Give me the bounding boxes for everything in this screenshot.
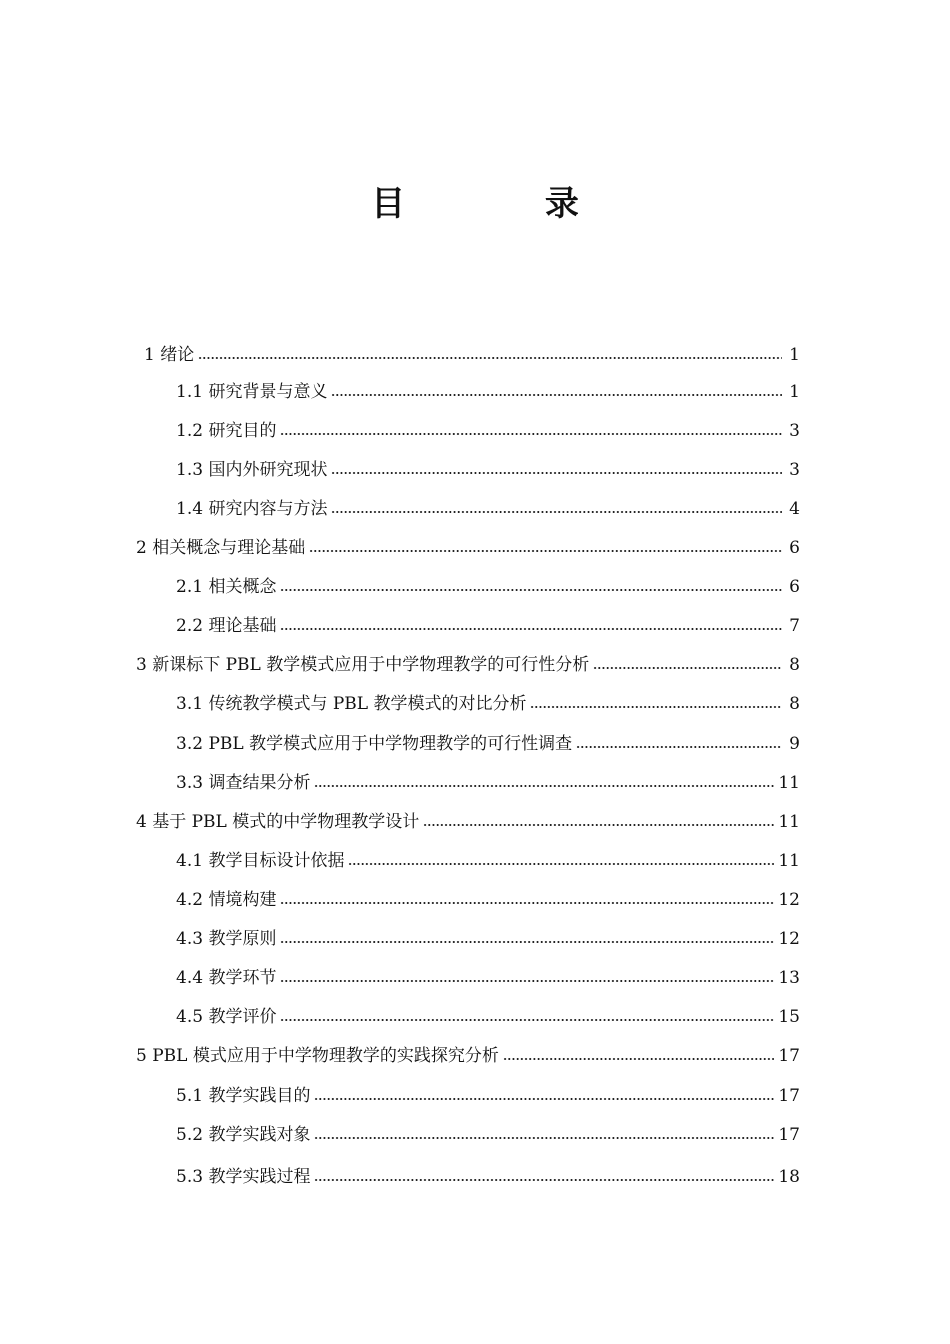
toc-dot-leader [280, 431, 782, 437]
toc-entry-page: 15 [778, 1007, 800, 1027]
toc-entry[interactable] [176, 455, 800, 481]
toc-entry-label: 3.3 调查结果分析 [176, 773, 311, 793]
toc-entry-page: 8 [789, 655, 800, 675]
toc-entry[interactable] [136, 533, 800, 559]
toc-entry[interactable] [176, 1081, 800, 1107]
toc-entry-label: 2.2 理论基础 [176, 616, 277, 636]
toc-dot-leader [280, 939, 774, 945]
toc-entry-page: 11 [778, 851, 800, 871]
toc-entry-label: 3 新课标下 PBL 教学模式应用于中学物理教学的可行性分析 [136, 655, 590, 675]
toc-dot-leader [314, 1135, 774, 1141]
toc-entry-page: 3 [789, 421, 800, 441]
toc-entry[interactable] [176, 924, 800, 950]
toc-entry-page: 12 [778, 929, 800, 949]
toc-entry-label: 4.3 教学原则 [176, 929, 277, 949]
toc-entry[interactable] [176, 494, 800, 520]
toc-entry-label: 1.3 国内外研究现状 [176, 460, 328, 480]
toc-entry[interactable] [176, 377, 800, 403]
toc-entry-label: 2.1 相关概念 [176, 577, 277, 597]
toc-entry-page: 6 [789, 538, 800, 558]
toc-dot-leader [280, 587, 782, 593]
toc-entry[interactable] [176, 846, 800, 872]
toc-entry-page: 12 [778, 890, 800, 910]
toc-entry-label: 5.3 教学实践过程 [176, 1167, 311, 1187]
toc-entry-label: 4.2 情境构建 [176, 890, 277, 910]
toc-entry[interactable] [136, 650, 800, 676]
toc-entry-label: 5.1 教学实践目的 [176, 1086, 311, 1106]
toc-entry-page: 1 [789, 345, 800, 365]
toc-entry-label: 3.2 PBL 教学模式应用于中学物理教学的可行性调查 [176, 734, 573, 754]
toc-entry-label: 2 相关概念与理论基础 [136, 538, 306, 558]
toc-dot-leader [314, 783, 774, 789]
toc-entry[interactable] [176, 416, 800, 442]
toc-entry-page: 4 [789, 499, 800, 519]
toc-entry-label: 5 PBL 模式应用于中学物理教学的实践探究分析 [136, 1046, 499, 1066]
toc-dot-leader [423, 822, 774, 828]
toc-entry-page: 13 [778, 968, 800, 988]
toc-dot-leader [280, 900, 774, 906]
toc-dot-leader [503, 1056, 775, 1062]
toc-entry[interactable] [176, 611, 800, 637]
toc-entry-label: 4 基于 PBL 模式的中学物理教学设计 [136, 812, 420, 832]
toc-dot-leader [280, 626, 782, 632]
toc-dot-leader [331, 509, 782, 515]
toc-entry-label: 1.4 研究内容与方法 [176, 499, 328, 519]
toc-dot-leader [530, 704, 782, 710]
toc-entry-page: 11 [778, 812, 800, 832]
toc-entry[interactable] [136, 807, 800, 833]
toc-entry-page: 11 [778, 773, 800, 793]
toc-entry[interactable] [176, 963, 800, 989]
toc-dot-leader [280, 1017, 774, 1023]
toc-entry-label: 3.1 传统教学模式与 PBL 教学模式的对比分析 [176, 694, 527, 714]
toc-entry-page: 1 [789, 382, 800, 402]
toc-entry-label: 4.1 教学目标设计依据 [176, 851, 345, 871]
toc-dot-leader [331, 470, 782, 476]
toc-entry[interactable] [176, 689, 800, 715]
page-title: 目 录 [371, 184, 643, 224]
toc-dot-leader [309, 548, 782, 554]
toc-entry-page: 18 [778, 1167, 800, 1187]
toc-entry[interactable] [176, 1120, 800, 1146]
toc-entry[interactable] [144, 340, 800, 366]
toc-entry-label: 1.1 研究背景与意义 [176, 382, 328, 402]
toc-entry-page: 17 [778, 1086, 800, 1106]
toc-entry[interactable] [176, 729, 800, 755]
toc-dot-leader [314, 1177, 774, 1183]
toc-entry-page: 3 [789, 460, 800, 480]
toc-entry[interactable] [176, 768, 800, 794]
toc-entry-label: 1.2 研究目的 [176, 421, 277, 441]
toc-entry-label: 4.4 教学环节 [176, 968, 277, 988]
toc-entry-page: 8 [789, 694, 800, 714]
toc-entry[interactable] [176, 572, 800, 598]
toc-entry-page: 17 [778, 1046, 800, 1066]
toc-dot-leader [198, 355, 782, 361]
toc-entry-page: 7 [789, 616, 800, 636]
toc-entry-page: 9 [789, 734, 800, 754]
toc-entry-page: 17 [778, 1125, 800, 1145]
toc-dot-leader [314, 1096, 774, 1102]
toc-entry[interactable] [176, 1002, 800, 1028]
toc-entry-label: 5.2 教学实践对象 [176, 1125, 311, 1145]
toc-dot-leader [593, 665, 782, 671]
toc-entry[interactable] [136, 1041, 800, 1067]
toc-dot-leader [348, 861, 774, 867]
toc-entry[interactable] [176, 1162, 800, 1188]
toc-entry-label: 4.5 教学评价 [176, 1007, 277, 1027]
toc-dot-leader [280, 978, 774, 984]
toc-entry-label: 1 绪论 [144, 345, 195, 365]
toc-entry[interactable] [176, 885, 800, 911]
toc-entry-page: 6 [789, 577, 800, 597]
toc-dot-leader [576, 744, 782, 750]
toc-dot-leader [331, 392, 782, 398]
